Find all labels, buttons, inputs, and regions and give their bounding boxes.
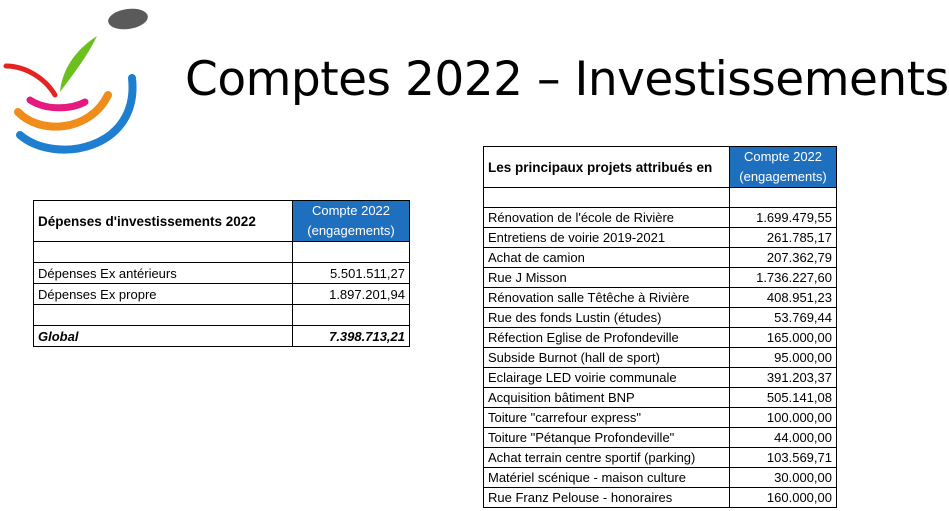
header-col-line1: Compte 2022: [311, 203, 391, 218]
table-row: [484, 328, 837, 348]
logo-blue-stroke: [20, 78, 133, 150]
project-label: Eclairage LED voirie communale: [484, 368, 730, 388]
table-row: [484, 428, 837, 448]
header-col-line1: Compte 2022: [743, 149, 823, 164]
project-label: Rue Franz Pelouse - honoraires: [484, 488, 730, 508]
project-value: 391.203,37: [730, 368, 837, 388]
logo-leaf-icon: [60, 36, 97, 92]
project-label: Toiture "carrefour express": [484, 408, 730, 428]
project-value: 103.569,71: [730, 448, 837, 468]
project-label: Toiture "Pétanque Profondeville": [484, 428, 730, 448]
table-row: [484, 228, 837, 248]
total-value: 7.398.713,21: [293, 326, 410, 347]
project-value: 165.000,00: [730, 328, 837, 348]
table-row: [484, 408, 837, 428]
project-value: 505.141,08: [730, 388, 837, 408]
project-value: 100.000,00: [730, 408, 837, 428]
table-row: [484, 288, 837, 308]
project-label: Achat de camion: [484, 248, 730, 268]
table-row: [34, 242, 410, 263]
projects-body: [484, 208, 837, 508]
project-value: 207.362,79: [730, 248, 837, 268]
table-row: [34, 284, 410, 305]
project-label: Réfection Eglise de Profondeville: [484, 328, 730, 348]
project-label: Achat terrain centre sportif (parking): [484, 448, 730, 468]
project-value: 44.000,00: [730, 428, 837, 448]
header-col-line2: (engagements): [307, 223, 395, 238]
project-label: Rue des fonds Lustin (études): [484, 308, 730, 328]
project-label: Rénovation de l'école de Rivière: [484, 208, 730, 228]
table-row: [484, 468, 837, 488]
project-value: 30.000,00: [730, 468, 837, 488]
municipality-logo: [0, 0, 160, 160]
row-label: Dépenses Ex propre: [34, 284, 293, 305]
project-value: 95.000,00: [730, 348, 837, 368]
logo-red-stroke: [6, 66, 55, 95]
table-row: [34, 263, 410, 284]
total-row: [34, 326, 410, 347]
project-label: Acquisition bâtiment BNP: [484, 388, 730, 408]
table-header-row: [484, 147, 837, 188]
table-row: [484, 368, 837, 388]
project-value: 1.699.479,55: [730, 208, 837, 228]
project-value: 160.000,00: [730, 488, 837, 508]
table-row: [34, 305, 410, 326]
total-label: Global: [34, 326, 293, 347]
project-value: 408.951,23: [730, 288, 837, 308]
project-label: Rénovation salle Têtêche à Rivière: [484, 288, 730, 308]
table-header-label: Dépenses d'investissements 2022: [34, 201, 293, 242]
header-col-line2: (engagements): [739, 169, 827, 184]
table-row: [484, 488, 837, 508]
project-value: 261.785,17: [730, 228, 837, 248]
investment-expenses-table: [33, 200, 410, 347]
table-row: [484, 388, 837, 408]
page-title: Comptes 2022 – Investissements: [185, 52, 949, 107]
table-row: [484, 248, 837, 268]
logo-stone-icon: [107, 6, 149, 31]
project-label: Rue J Misson: [484, 268, 730, 288]
table-header-column: [293, 201, 410, 242]
row-value: 5.501.511,27: [293, 263, 410, 284]
main-projects-table: [483, 146, 837, 508]
row-value: 1.897.201,94: [293, 284, 410, 305]
table-row: [484, 348, 837, 368]
table-row: [484, 268, 837, 288]
project-label: Matériel scénique - maison culture: [484, 468, 730, 488]
table-row: [484, 448, 837, 468]
project-label: Entretiens de voirie 2019-2021: [484, 228, 730, 248]
table-header-label: Les principaux projets attribués en: [484, 147, 730, 188]
table-header-row: [34, 201, 410, 242]
table-header-column: [730, 147, 837, 188]
table-row: [484, 308, 837, 328]
table-row: [484, 208, 837, 228]
logo-pink-stroke: [30, 100, 85, 108]
project-label: Subside Burnot (hall de sport): [484, 348, 730, 368]
project-value: 1.736.227,60: [730, 268, 837, 288]
row-label: Dépenses Ex antérieurs: [34, 263, 293, 284]
project-value: 53.769,44: [730, 308, 837, 328]
table-row: [484, 188, 837, 208]
